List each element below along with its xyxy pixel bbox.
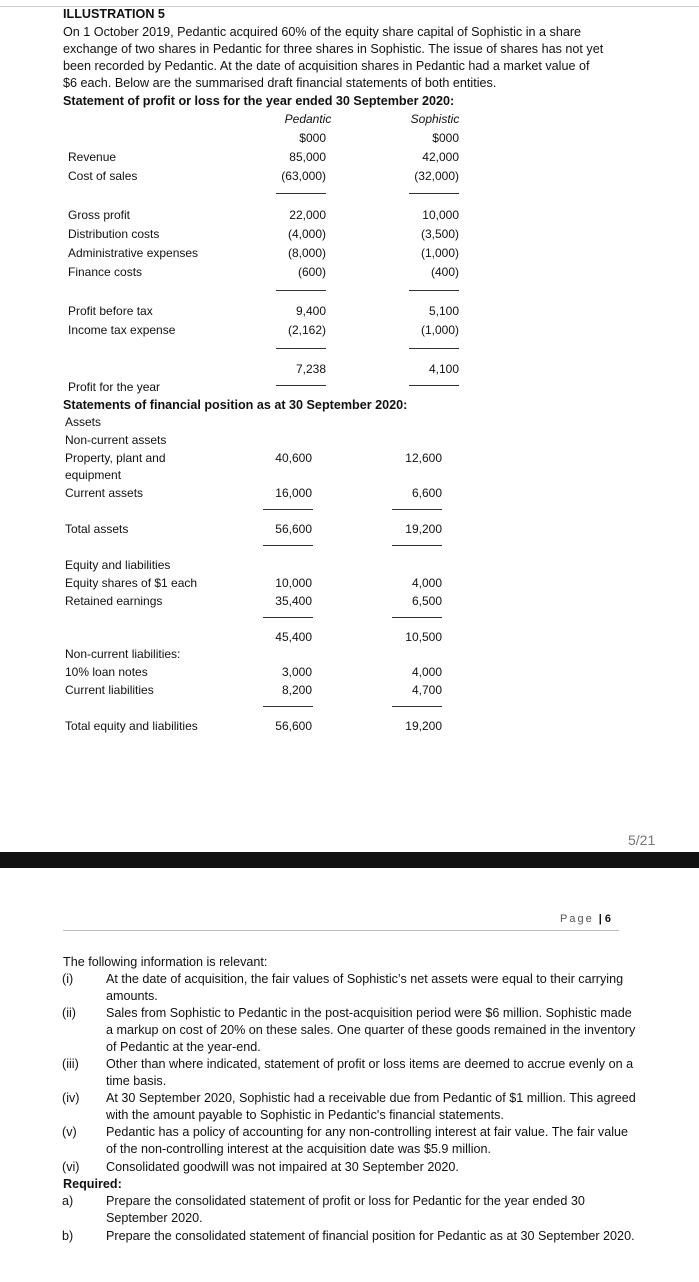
required-item	[62, 1228, 638, 1245]
sfp-row-label: Equity and liabilities	[65, 558, 171, 572]
pl-row-pedantic: (63,000)	[281, 169, 326, 183]
info-item	[62, 971, 638, 1005]
info-item-text: Pedantic has a policy of accounting for any non-controlling interest at fair value. The fair value of the non-controlling interest at the acquisition date was $5.9 million.	[106, 1125, 629, 1156]
sfp-row-label: Retained earnings	[65, 594, 163, 608]
info-item-number: (iii)	[62, 1057, 79, 1071]
sfp-row-label: Equity shares of $1 each	[65, 576, 198, 590]
pl-row-label: Cost of sales	[68, 169, 138, 183]
underline	[392, 545, 442, 546]
sfp-row-label: Property, plant and	[65, 451, 166, 465]
intro-line: On 1 October 2019, Pedantic acquired 60% of the equity share capital of Sophistic in a share	[63, 25, 582, 39]
underline	[276, 385, 326, 386]
pl-row-pedantic: 85,000	[289, 150, 326, 164]
pl-row-sophistic: (3,500)	[420, 227, 459, 241]
pl-row-sophistic: (1,000)	[420, 323, 459, 337]
info-item	[62, 1090, 638, 1124]
underline	[392, 706, 442, 707]
pl-row-pedantic: (8,000)	[287, 246, 326, 260]
info-item-text: Other than where indicated, statement of profit or loss items are deemed to accrue evenly on a time basis.	[106, 1057, 634, 1088]
pl-row-pedantic: (4,000)	[287, 227, 326, 241]
sfp-row-label: Current assets	[65, 486, 144, 500]
page-separator	[0, 852, 699, 868]
pl-row-label: Distribution costs	[68, 227, 160, 241]
sfp-row-pedantic: 56,600	[275, 719, 312, 733]
sfp-row-sophistic: 12,600	[405, 451, 442, 465]
info-item-text: Consolidated goodwill was not impaired at 30 September 2020.	[106, 1160, 459, 1174]
sfp-row-label: Non-current liabilities:	[65, 647, 181, 661]
intro-line: been recorded by Pedantic. At the date of acquisition shares in Pedantic had a market value of	[63, 59, 590, 73]
sfp-row-pedantic: 10,000	[275, 576, 312, 590]
intro-line: $6 each. Below are the summarised draft financial statements of both entities.	[63, 76, 497, 90]
sfp-row-label: Assets	[65, 415, 102, 429]
pl-row-label: Administrative expenses	[68, 246, 199, 260]
underline	[263, 706, 313, 707]
underline	[409, 290, 459, 291]
pl-row-sophistic: (32,000)	[414, 169, 459, 183]
info-item-number: (iv)	[62, 1091, 80, 1105]
sfp-row-sophistic: 19,200	[405, 719, 442, 733]
info-item	[62, 1005, 638, 1055]
sfp-row-label: Non-current assets	[65, 433, 167, 447]
required-item-letter: a)	[62, 1194, 74, 1208]
unit-sophistic: $000	[432, 131, 459, 145]
info-item-text: At 30 September 2020, Sophistic had a receivable due from Pedantic of $1 million. This agreed with the amount payable to Sophistic in Pedantic's financial statements.	[106, 1091, 636, 1122]
sfp-row-sophistic: 4,000	[411, 665, 442, 679]
page-counter: 5/21	[628, 832, 656, 848]
sfp-row-sophistic: 4,000	[411, 576, 442, 590]
sfp-row-pedantic: 16,000	[275, 486, 312, 500]
required-item-letter: b)	[62, 1229, 74, 1243]
info-item	[62, 1159, 638, 1176]
page-label: Page	[560, 913, 594, 925]
underline	[392, 509, 442, 510]
sfp-row-label: Total equity and liabilities	[65, 719, 198, 733]
sfp-row-sophistic: 19,200	[405, 522, 442, 536]
pl-row-pedantic: 22,000	[289, 208, 326, 222]
page-number	[560, 913, 611, 925]
info-item	[62, 1124, 638, 1158]
info-item-text: Sales from Sophistic to Pedantic in the post-acquisition period were $6 million. Sophistic made a markup on cost of 20% on these sales. One quarter of these goods remained in the inventory of Pedantic at the year-end.	[106, 1006, 636, 1054]
sfp-row-pedantic: 35,400	[275, 594, 312, 608]
info-item-number: (ii)	[62, 1006, 76, 1020]
unit-pedantic: $000	[299, 131, 326, 145]
pl-row-label: Income tax expense	[68, 323, 176, 337]
sfp-row-pedantic: 3,000	[281, 665, 312, 679]
underline	[276, 193, 326, 194]
info-item-number: (vi)	[62, 1160, 80, 1174]
pl-row-pedantic: 7,238	[295, 362, 326, 376]
sfp-row-pedantic: 8,200	[281, 683, 312, 697]
page-number-value: | 6	[598, 913, 612, 925]
underline	[409, 385, 459, 386]
underline	[263, 617, 313, 618]
info-item-number: (i)	[62, 972, 74, 986]
sfp-row-pedantic: 40,600	[275, 451, 312, 465]
underline	[263, 509, 313, 510]
sfp-row-label: Current liabilities	[65, 683, 154, 697]
pl-row-sophistic: (1,000)	[420, 246, 459, 260]
sfp-row-sophistic: 6,600	[411, 486, 442, 500]
col-header-pedantic: Pedantic	[284, 112, 332, 126]
underline	[409, 348, 459, 349]
underline	[263, 545, 313, 546]
sfp-row-sophistic: 10,500	[405, 630, 442, 644]
required-heading: Required:	[63, 1177, 122, 1191]
underline	[276, 290, 326, 291]
required-item-text: Prepare the consolidated statement of financial position for Pedantic as at 30 September 2020.	[106, 1229, 635, 1243]
pl-row-sophistic: 10,000	[422, 208, 459, 222]
pl-row-sophistic: 42,000	[422, 150, 459, 164]
sfp-row-label: 10% loan notes	[65, 665, 148, 679]
info-intro: The following information is relevant:	[63, 955, 268, 969]
pl-row-label: Profit before tax	[68, 304, 153, 318]
pl-row-label: Profit for the year	[68, 380, 161, 394]
sfp-row-pedantic: 45,400	[275, 630, 312, 644]
sfp-row-label: Total assets	[65, 522, 129, 536]
sfp-title: Statements of financial position as at 30 September 2020:	[63, 398, 408, 412]
pl-row-pedantic: (2,162)	[287, 323, 326, 337]
info-item	[62, 1056, 638, 1090]
pl-row-label: Revenue	[68, 150, 117, 164]
pl-title: Statement of profit or loss for the year ended 30 September 2020:	[63, 94, 455, 108]
pl-row-label: Gross profit	[68, 208, 131, 222]
required-item	[62, 1193, 638, 1227]
intro-line: exchange of two shares in Pedantic for three shares in Sophistic. The issue of shares has not yet	[63, 42, 604, 56]
pl-row-sophistic: 5,100	[428, 304, 459, 318]
pl-row-sophistic: (400)	[430, 265, 459, 279]
info-item-number: (v)	[62, 1125, 77, 1139]
header-rule	[63, 930, 619, 931]
underline	[392, 617, 442, 618]
required-item-text: Prepare the consolidated statement of profit or loss for Pedantic for the year ended 30 September 2020.	[106, 1194, 585, 1225]
col-header-sophistic: Sophistic	[410, 112, 460, 126]
sfp-row-label: equipment	[65, 468, 122, 482]
sfp-row-sophistic: 6,500	[411, 594, 442, 608]
underline	[409, 193, 459, 194]
sfp-row-sophistic: 4,700	[411, 683, 442, 697]
pl-row-pedantic: (600)	[297, 265, 326, 279]
illustration-heading: ILLUSTRATION 5	[63, 7, 165, 21]
underline	[276, 348, 326, 349]
pl-row-sophistic: 4,100	[428, 362, 459, 376]
info-item-text: At the date of acquisition, the fair values of Sophistic’s net assets were equal to their carrying amounts.	[106, 972, 624, 1003]
pl-row-label: Finance costs	[68, 265, 143, 279]
sfp-row-pedantic: 56,600	[275, 522, 312, 536]
pl-row-pedantic: 9,400	[295, 304, 326, 318]
